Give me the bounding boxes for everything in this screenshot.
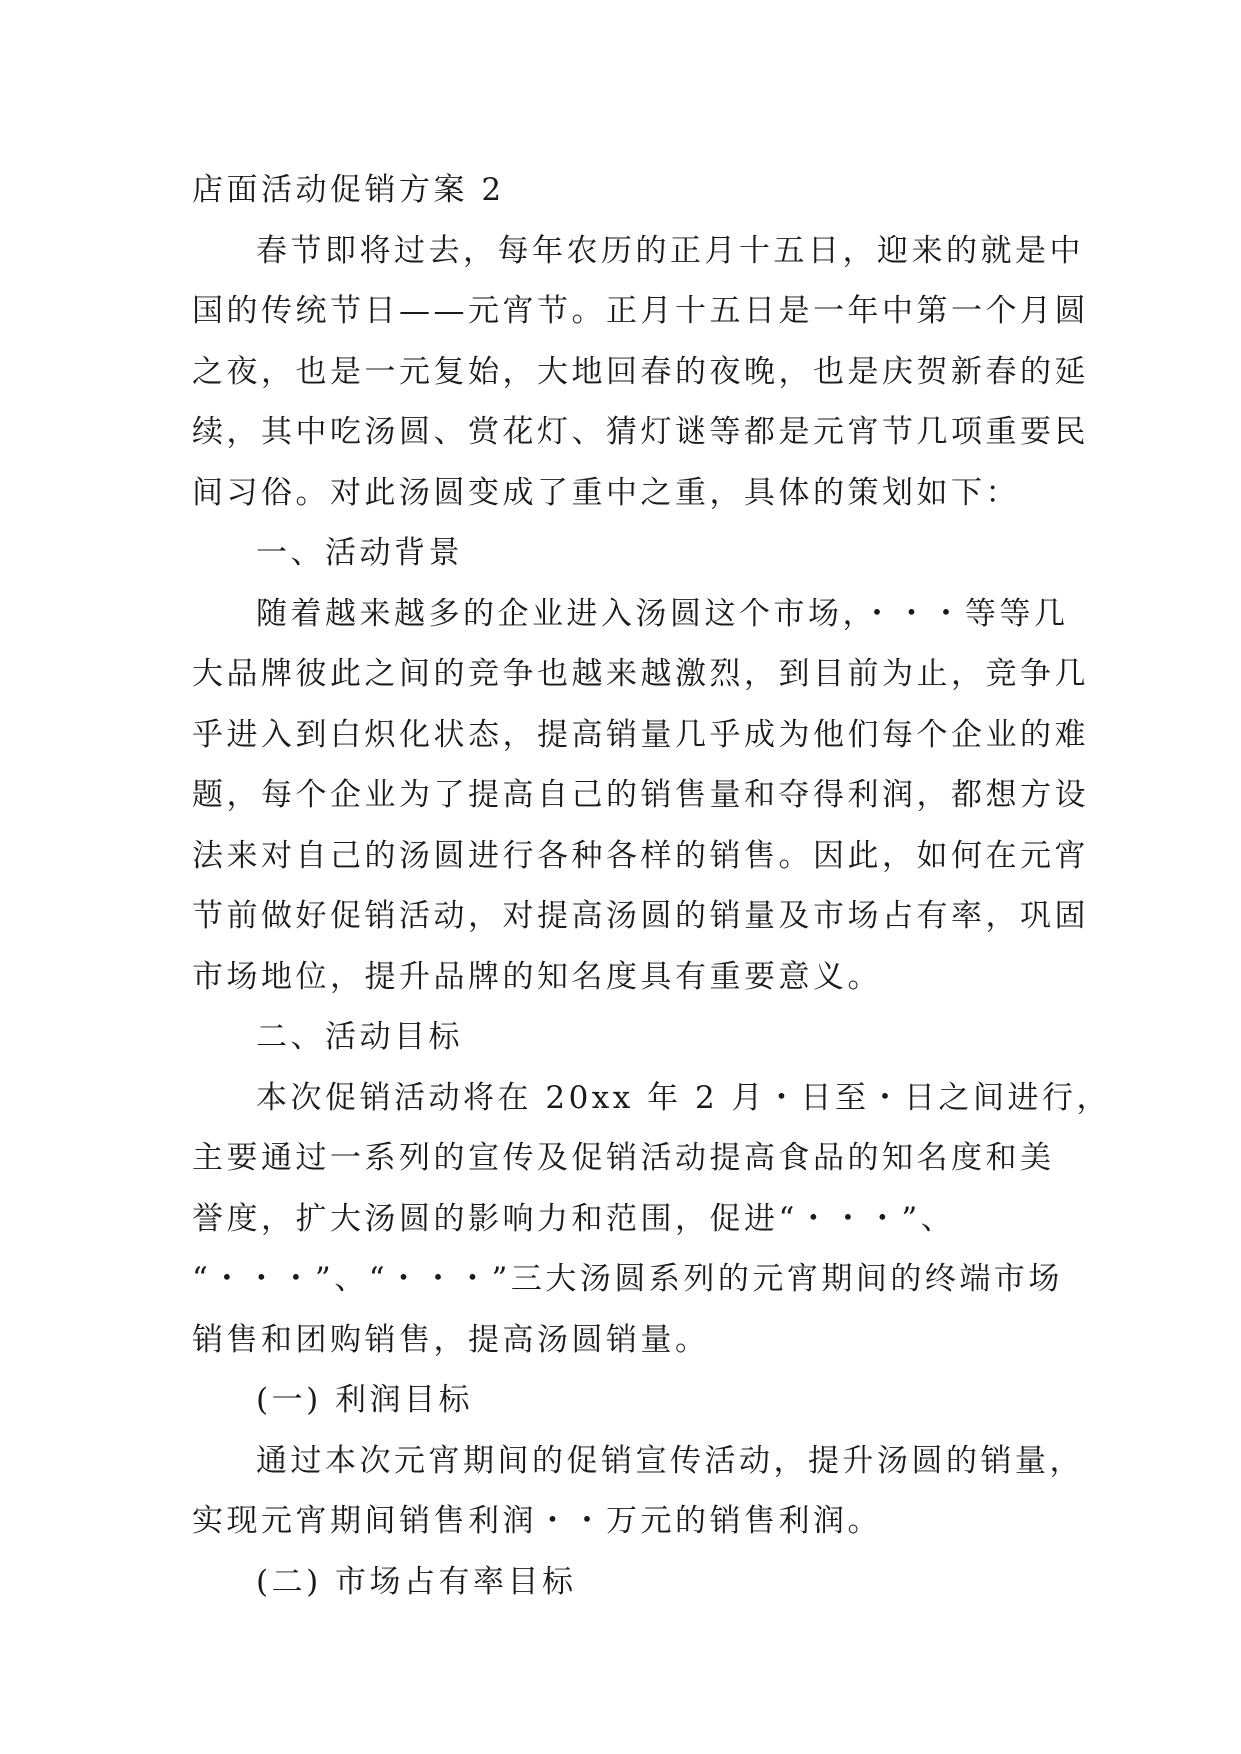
subsection-heading: (一) 利润目标 [256,1382,474,1418]
paragraph-line: 随着越来越多的企业进入汤圆这个市场，・・・等等几 [256,595,1069,632]
paragraph-line: 续，其中吃汤圆、赏花灯、猜灯谜等都是元宵节几项重要民 [192,414,1089,450]
paragraph-line: 实现元宵期间销售利润・・万元的销售利润。 [192,1503,882,1539]
paragraph-line: 大品牌彼此之间的竞争也越来越激烈，到目前为止，竞争几 [192,656,1089,692]
paragraph-line: “・・・”、“・・・”三大汤圆系列的元宵期间的终端市场 [192,1261,1063,1297]
paragraph-line: 本次促销活动将在 20xx 年 2 月・日至・日之间进行， [256,1079,1112,1116]
paragraph-line: 通过本次元宵期间的促销宣传活动，提升汤圆的销量， [256,1442,1084,1479]
subsection-heading: (二) 市场占有率目标 [256,1563,577,1600]
paragraph-line: 之夜，也是一元复始，大地回春的夜晚，也是庆贺新春的延 [192,353,1089,390]
paragraph-line: 法来对自己的汤圆进行各种各样的销售。因此，如何在元宵 [192,837,1089,874]
paragraph-line: 乎进入到白炽化状态，提高销量几乎成为他们每个企业的难 [192,716,1089,753]
section-heading: 一、活动背景 [256,535,463,571]
section-heading: 二、活动目标 [256,1019,463,1055]
paragraph-line: 主要通过一系列的宣传及促销活动提高食品的知名度和美 [192,1140,1055,1176]
paragraph-line: 销售和团购销售，提高汤圆销量。 [192,1321,710,1358]
paragraph-line: 节前做好促销活动，对提高汤圆的销量及市场占有率，巩固 [192,898,1089,934]
paragraph-line: 题，每个企业为了提高自己的销售量和夺得利润，都想方设 [192,777,1089,813]
paragraph-line: 市场地位，提升品牌的知名度具有重要意义。 [192,958,882,995]
paragraph-line: 国的传统节日——元宵节。正月十五日是一年中第一个月圆 [192,293,1089,329]
paragraph-line: 间习俗。对此汤圆变成了重中之重，具体的策划如下： [192,474,1020,511]
paragraph-line: 誉度，扩大汤圆的影响力和范围，促进“・・・”、 [192,1200,956,1237]
paragraph-line: 春节即将过去，每年农历的正月十五日，迎来的就是中 [256,232,1084,269]
document-title: 店面活动促销方案 2 [192,172,505,208]
document-body [192,160,1112,1612]
